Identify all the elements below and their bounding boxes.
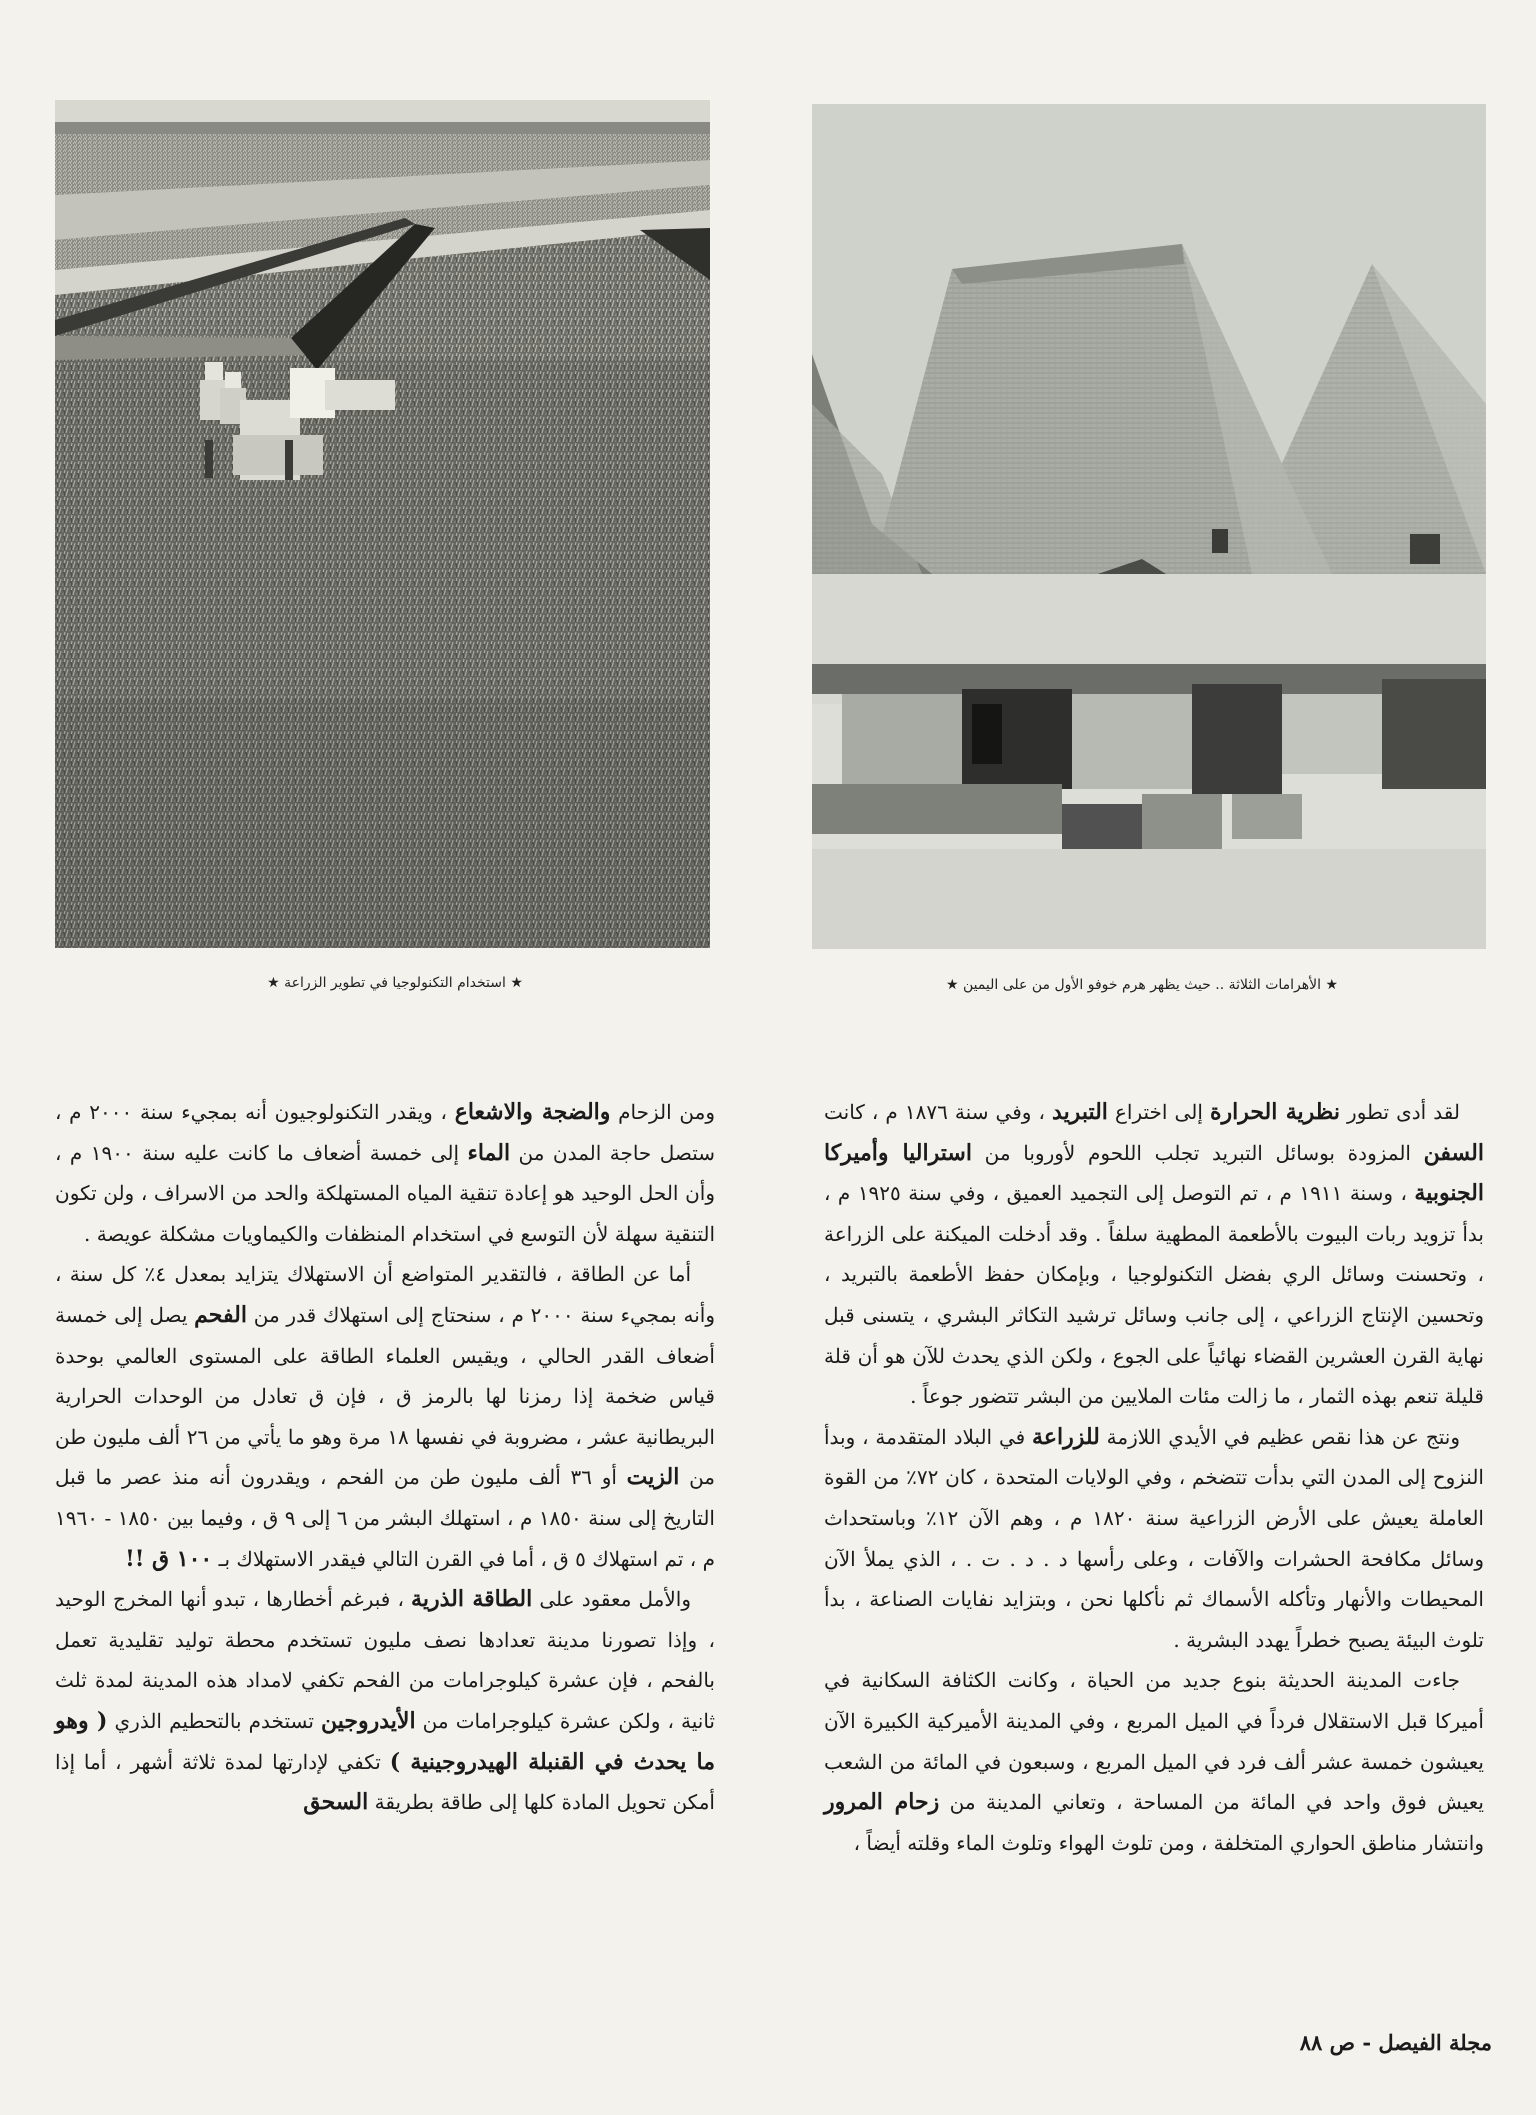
text: ، وسنة ١٩١١ م ، تم التوصل إلى التجميد العميق ، وفي سنة ١٩٢٥ م ، بدأ تزويد ربات البيوت بالأطعمة المطهية سلفاً . وقد أدخلت الميكنة على الزراعة ، وتحسنت وسائل الري بفضل التكنولوجيا ، وبإمكان حفظ الأطعمة بالتبريد ، وتحسين الإنتاج الزراعي ، إلى جانب وسائل ترشيد التكاثر البشري ، يتسنى قبل نهاية القرن العشرين القضاء نهائياً على الجوع ، ولكن الذي يحدث للآن هو أن قلة قليلة تنعم بهذه الثمار ، ما زالت مئات الملايين من البشر تتضور جوعاً .: [824, 1181, 1484, 1409]
emphasis: الطاقة الذرية: [411, 1586, 533, 1613]
text: ومن الزحام: [610, 1100, 715, 1124]
emphasis: ١٠٠ ق !!: [125, 1545, 213, 1572]
pyramids-photo: [812, 104, 1486, 949]
emphasis: السفن: [1423, 1139, 1484, 1166]
emphasis: والضجة والاشعاع: [454, 1099, 611, 1125]
emphasis: ( وهو ما يحدث في القنبلة الهيدروجينية ): [55, 1707, 715, 1775]
text: أما عن الطاقة ، فالتقدير المتواضع أن الاستهلاك يتزايد بمعدل ٤٪ كل سنة ، وأنه بمجيء سنة ٢٠٠٠ م ، سنحتاج إلى استهلاك قدر من: [55, 1262, 715, 1327]
photo-icon: [812, 104, 1486, 949]
paragraph: [824, 1417, 1484, 1661]
emphasis: للزراعة: [1032, 1423, 1100, 1450]
text: لقد أدى تطور: [1339, 1100, 1460, 1124]
left-text-column: [55, 1092, 715, 1823]
paragraph: [55, 1254, 715, 1579]
paragraph: [824, 1660, 1484, 1863]
agriculture-photo: [55, 100, 710, 948]
emphasis: الفحم: [194, 1301, 247, 1328]
text: المزودة بوسائل التبريد تجلب اللحوم لأوروبا من: [971, 1140, 1424, 1165]
agriculture-photo-caption: ★ استخدام التكنولوجيا في تطوير الزراعة ★: [267, 975, 523, 991]
text: ، فبرغم أخطارها ، تبدو أنها المخرج الوحيد ، وإذا تصورنا مدينة تعدادها نصف مليون تستخدم محطة توليد تقليدية تعمل بالفحم ، فإن عشرة كيلوجرامات من الفحم تكفي لامداد هذه المدينة لمدة ثلث ثانية ، ولكن عشرة كيلوجرامات من: [55, 1587, 716, 1733]
paragraph: [55, 1092, 715, 1254]
emphasis: الزيت: [626, 1464, 680, 1491]
emphasis: الأيدروجين: [321, 1707, 416, 1734]
text: ، وفي سنة ١٨٧٦ م ، كانت: [824, 1100, 1053, 1124]
emphasis: الماء: [467, 1139, 511, 1166]
emphasis: السحق: [303, 1789, 369, 1816]
text: في البلاد المتقدمة ، وبدأ النزوح إلى المدن التي بدأت تتضخم ، وفي الولايات المتحدة ، كان ٧٢٪ من القوة العاملة يعيش على الأرض الزراعية سنة ١٨٢٠ م ، وهم الآن ١٢٪ وباستحداث وسائل مكافحة الحشرات والآفات ، وعلى رأسها د . د . ت . ، الذي يملأ الآن المحيطات والأنهار وتأكله الأسماك ثم نأكلها نحن ، وبتزايد نفايات الصناعة ، بدأ تلوث البيئة يصبح خطراً يهدد البشرية .: [824, 1424, 1484, 1652]
emphasis: نظرية الحرارة: [1209, 1099, 1340, 1125]
text: وانتشار مناطق الحواري المتخلفة ، ومن تلوث الهواء وتلوث الماء وقلته أيضاً ،: [853, 1830, 1484, 1855]
text: إلى اختراع: [1107, 1100, 1210, 1124]
text: إلى خمسة أضعاف ما كانت عليه سنة ١٩٠٠ م ، وأن الحل الوحيد هو إعادة تنقية المياه المستهلكة والحد من الاسراف ، ولن تكون التنقية سهلة لأن التوسع في استخدام المنظفات والكيماويات مشكلة عويصة .: [55, 1140, 715, 1246]
text: يصل إلى خمسة أضعاف القدر الحالي ، ويقيس العلماء الطاقة على المستوى العالمي بوحدة قياس ضخمة إذا رمزنا لها بالرمز ق ، فإن ق تعادل من الوحدات الحرارية البريطانية عشر ، مضروبة في نفسها ١٨ مرة وهو ما يأتي من ٢٦ ألف مليون طن من: [55, 1302, 716, 1490]
paragraph: [824, 1092, 1484, 1417]
emphasis: استراليا وأميركا الجنوبية: [824, 1139, 1484, 1207]
emphasis: زحام المرور: [824, 1789, 940, 1816]
photo-icon: [55, 100, 710, 948]
text: والأمل معقود على: [532, 1587, 691, 1612]
text: تكفي لإدارتها لمدة ثلاثة أشهر ، أما إذا أمكن تحويل المادة كلها إلى طاقة بطريقة: [55, 1749, 715, 1815]
text: جاءت المدينة الحديثة بنوع جديد من الحياة ، وكانت الكثافة السكانية في أميركا قبل الاستقلال فرداً في الميل المربع ، وفي المدينة الأميركية الكبيرة الآن يعيشون خمسة عشر ألف فرد في الميل المربع ، وسبعون في المائة من الشعب يعيش فوق واحد في المائة من المساحة ، وتعاني المدينة من: [824, 1668, 1484, 1815]
paragraph: [55, 1579, 715, 1823]
page-footer: مجلة الفيصل - ص ٨٨: [1299, 2030, 1492, 2055]
text: ، ويقدر التكنولوجيون أنه بمجيء سنة ٢٠٠٠ م ، ستصل حاجة المدن من: [55, 1100, 715, 1165]
text: تستخدم بالتحطيم الذري: [107, 1708, 321, 1733]
pyramids-photo-caption: ★ الأهرامات الثلاثة .. حيث يظهر هرم خوفو الأول من على اليمين ★: [945, 977, 1339, 993]
text: أو ٣٦ ألف مليون طن من الفحم ، ويقدرون أنه منذ عصر ما قبل التاريخ إلى سنة ١٨٥٠ م ، استهلك البشر من ٦ إلى ٩ ق ، وفيما بين ١٨٥٠ - ١٩٦٠ م ، تم استهلاك ٥ ق ، أما في القرن التالي فيقدر الاستهلاك بـ: [55, 1465, 715, 1571]
text: ونتج عن هذا نقص عظيم في الأيدي اللازمة: [1099, 1424, 1461, 1449]
emphasis: التبريد: [1052, 1099, 1108, 1125]
right-text-column: [824, 1092, 1484, 1863]
